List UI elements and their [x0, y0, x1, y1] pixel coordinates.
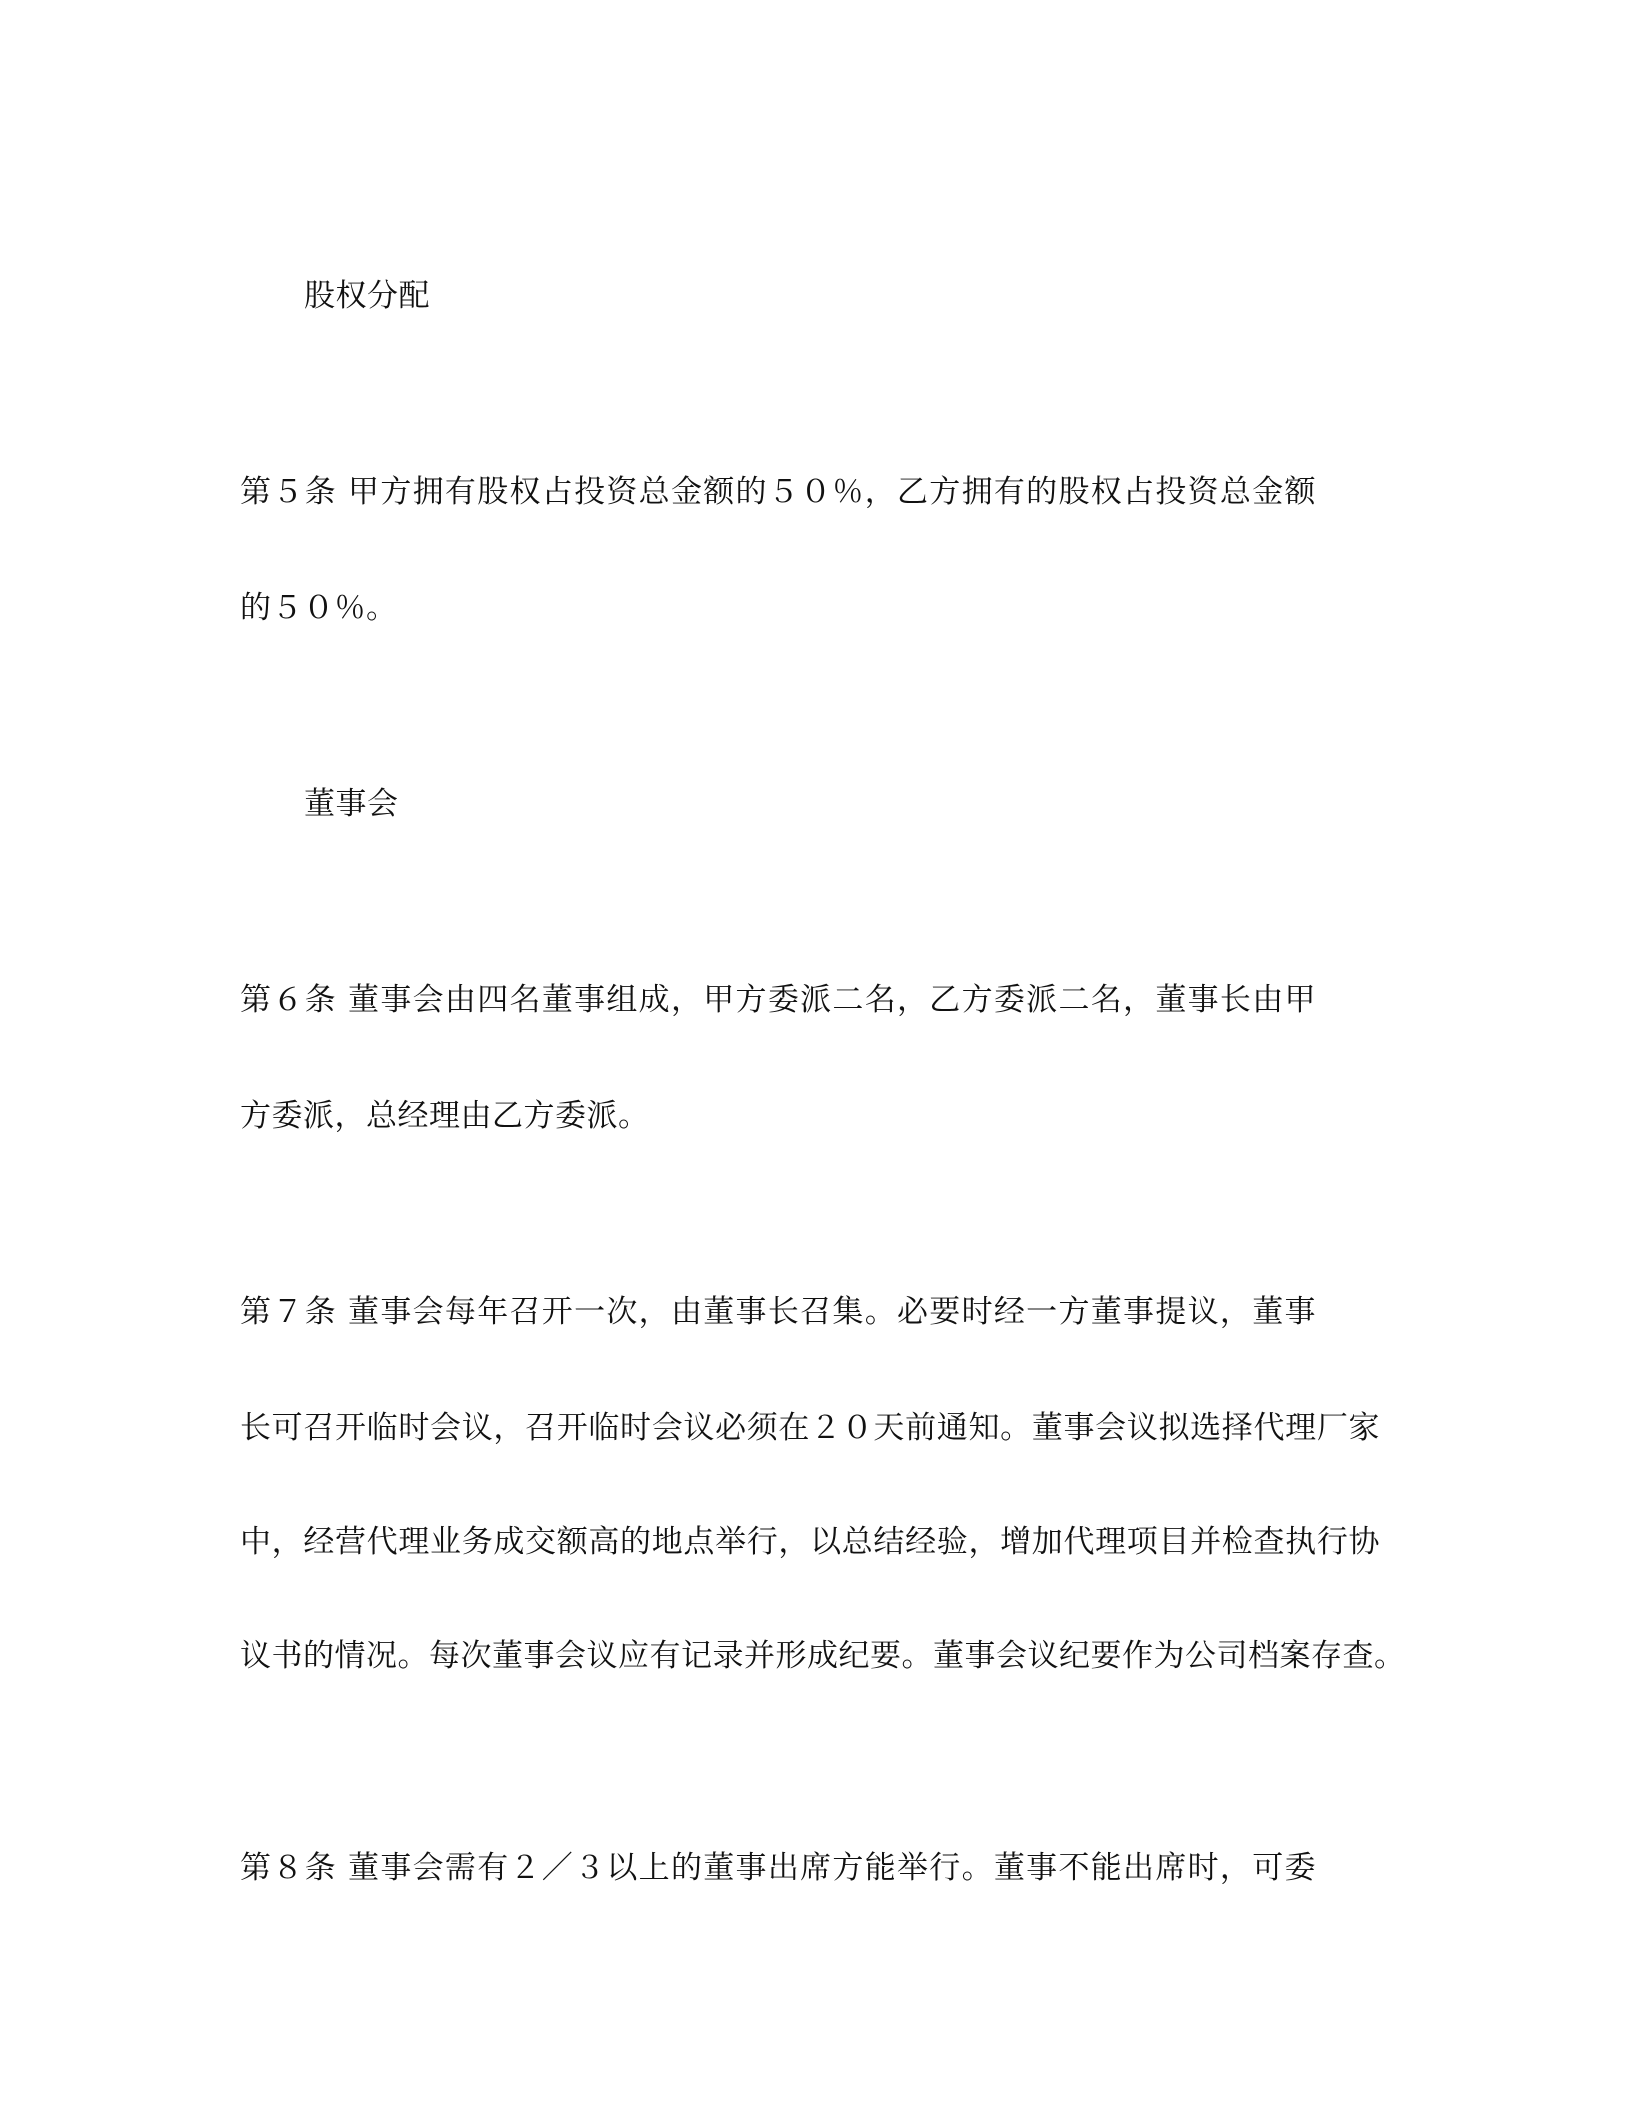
section-heading-board: 董事会	[304, 786, 399, 822]
section-heading-equity: 股权分配	[304, 278, 430, 314]
article-6-line-2: 方委派，总经理由乙方委派。	[240, 1098, 650, 1134]
article-5-line-2: 的５０％。	[240, 590, 398, 626]
article-7-line-4: 议书的情况。每次董事会议应有记录并形成纪要。董事会议纪要作为公司档案存查。	[240, 1638, 1406, 1674]
article-8-line-1: 第８条 董事会需有２／３以上的董事出席方能举行。董事不能出席时，可委	[240, 1850, 1316, 1886]
article-7-line-2: 长可召开临时会议，召开临时会议必须在２０天前通知。董事会议拟选择代理厂家	[240, 1410, 1380, 1446]
article-7-line-1: 第７条 董事会每年召开一次，由董事长召集。必要时经一方董事提议，董事	[240, 1294, 1316, 1330]
article-6-line-1: 第６条 董事会由四名董事组成，甲方委派二名，乙方委派二名，董事长由甲	[240, 982, 1316, 1018]
article-7-line-3: 中，经营代理业务成交额高的地点举行，以总结经验，增加代理项目并检查执行协	[240, 1524, 1380, 1560]
article-5-line-1: 第５条 甲方拥有股权占投资总金额的５０％，乙方拥有的股权占投资总金额	[240, 474, 1316, 510]
